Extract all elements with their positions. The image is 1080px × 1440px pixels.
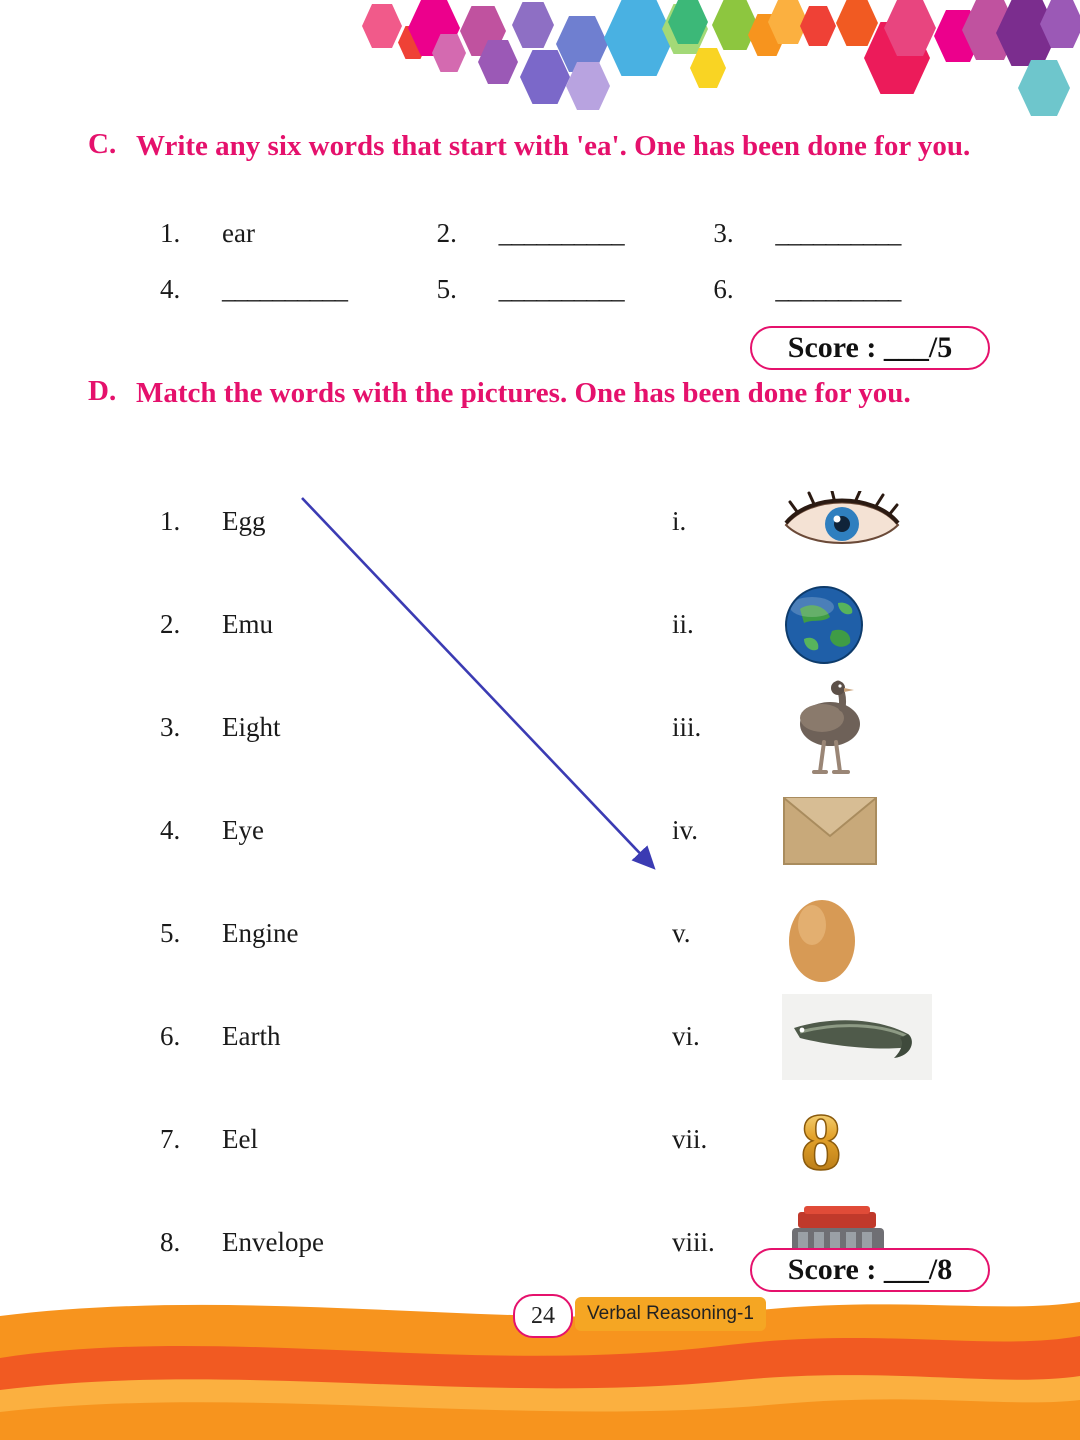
part-c-answer-grid	[160, 218, 990, 330]
number-eight-picture[interactable]	[782, 1094, 932, 1186]
match-word[interactable]: Envelope	[222, 1227, 324, 1257]
match-row	[160, 985, 1000, 1088]
eye-picture[interactable]	[782, 476, 932, 568]
match-row	[160, 573, 1000, 676]
match-roman-number: iii.	[672, 712, 702, 742]
hex-shape	[1018, 60, 1070, 116]
hex-shape	[690, 48, 726, 88]
match-roman-number: v.	[672, 918, 691, 948]
hex-shape	[362, 4, 402, 48]
answer-cell[interactable]	[437, 274, 714, 305]
page-number-badge: 24	[513, 1294, 573, 1338]
match-word[interactable]: Earth	[222, 1021, 281, 1051]
score-badge-part-c: Score : ___/5	[750, 326, 990, 370]
match-number: 5.	[160, 918, 181, 948]
hex-shape	[604, 0, 674, 76]
answer-cell[interactable]	[160, 218, 437, 249]
match-row	[160, 779, 1000, 882]
hex-shape	[712, 0, 758, 50]
match-row	[160, 882, 1000, 985]
match-number: 1.	[160, 506, 181, 536]
hex-shape	[836, 0, 878, 46]
question-c-letter: C.	[88, 128, 117, 160]
answer-row	[160, 274, 990, 330]
top-decoration-band	[0, 0, 1080, 120]
egg-picture[interactable]	[782, 888, 932, 980]
match-word[interactable]: Egg	[222, 506, 266, 536]
question-d	[88, 375, 1008, 413]
question-d-letter: D.	[88, 375, 117, 407]
answer-cell[interactable]	[713, 218, 990, 249]
match-row	[160, 676, 1000, 779]
question-d-text: Match the words with the pictures. One has been done for you.	[136, 377, 911, 409]
svg-text:8: 8	[800, 1096, 842, 1183]
match-word[interactable]: Eight	[222, 712, 281, 742]
match-word[interactable]: Emu	[222, 609, 273, 639]
chapter-label-badge: Verbal Reasoning-1	[575, 1297, 766, 1331]
answer-blank[interactable]: __________	[775, 218, 901, 248]
match-word[interactable]: Engine	[222, 918, 299, 948]
match-row	[160, 1088, 1000, 1191]
hex-shape	[512, 2, 554, 48]
answer-cell[interactable]	[437, 218, 714, 249]
earth-picture[interactable]	[782, 579, 932, 671]
answer-cell[interactable]	[160, 274, 437, 305]
answer-value: ear	[222, 218, 255, 248]
question-c	[88, 128, 998, 166]
match-roman-number: i.	[672, 506, 687, 536]
match-roman-number: iv.	[672, 815, 698, 845]
answer-number: 1.	[160, 218, 181, 248]
answer-row	[160, 218, 990, 274]
match-number: 4.	[160, 815, 181, 845]
answer-number: 2.	[436, 218, 457, 248]
answer-cell[interactable]	[713, 274, 990, 305]
emu-picture[interactable]	[782, 682, 932, 774]
match-word[interactable]: Eel	[222, 1124, 258, 1154]
envelope-picture[interactable]	[782, 785, 932, 877]
hex-shape	[520, 50, 570, 104]
eel-picture[interactable]	[782, 991, 932, 1083]
answer-blank[interactable]: __________	[775, 274, 901, 304]
answer-blank[interactable]: __________	[498, 218, 624, 248]
hex-shape	[800, 6, 836, 46]
match-number: 2.	[160, 609, 181, 639]
match-roman-number: viii.	[672, 1227, 715, 1257]
answer-number: 5.	[436, 274, 457, 304]
match-number: 8.	[160, 1227, 181, 1257]
answer-number: 6.	[713, 274, 734, 304]
answer-blank[interactable]: __________	[222, 274, 347, 304]
match-row	[160, 470, 1000, 573]
match-word[interactable]: Eye	[222, 815, 264, 845]
answer-number: 4.	[160, 274, 181, 304]
match-number: 7.	[160, 1124, 181, 1154]
match-roman-number: vii.	[672, 1124, 708, 1154]
match-roman-number: vi.	[672, 1021, 700, 1051]
match-number: 6.	[160, 1021, 181, 1051]
match-roman-number: ii.	[672, 609, 694, 639]
score-badge-part-d: Score : ___/8	[750, 1248, 990, 1292]
part-d-matching-list	[160, 470, 1000, 1294]
answer-number: 3.	[713, 218, 734, 248]
question-c-text: Write any six words that start with 'ea'. One has been done for you.	[136, 130, 971, 162]
answer-blank[interactable]: __________	[498, 274, 624, 304]
match-number: 3.	[160, 712, 181, 742]
